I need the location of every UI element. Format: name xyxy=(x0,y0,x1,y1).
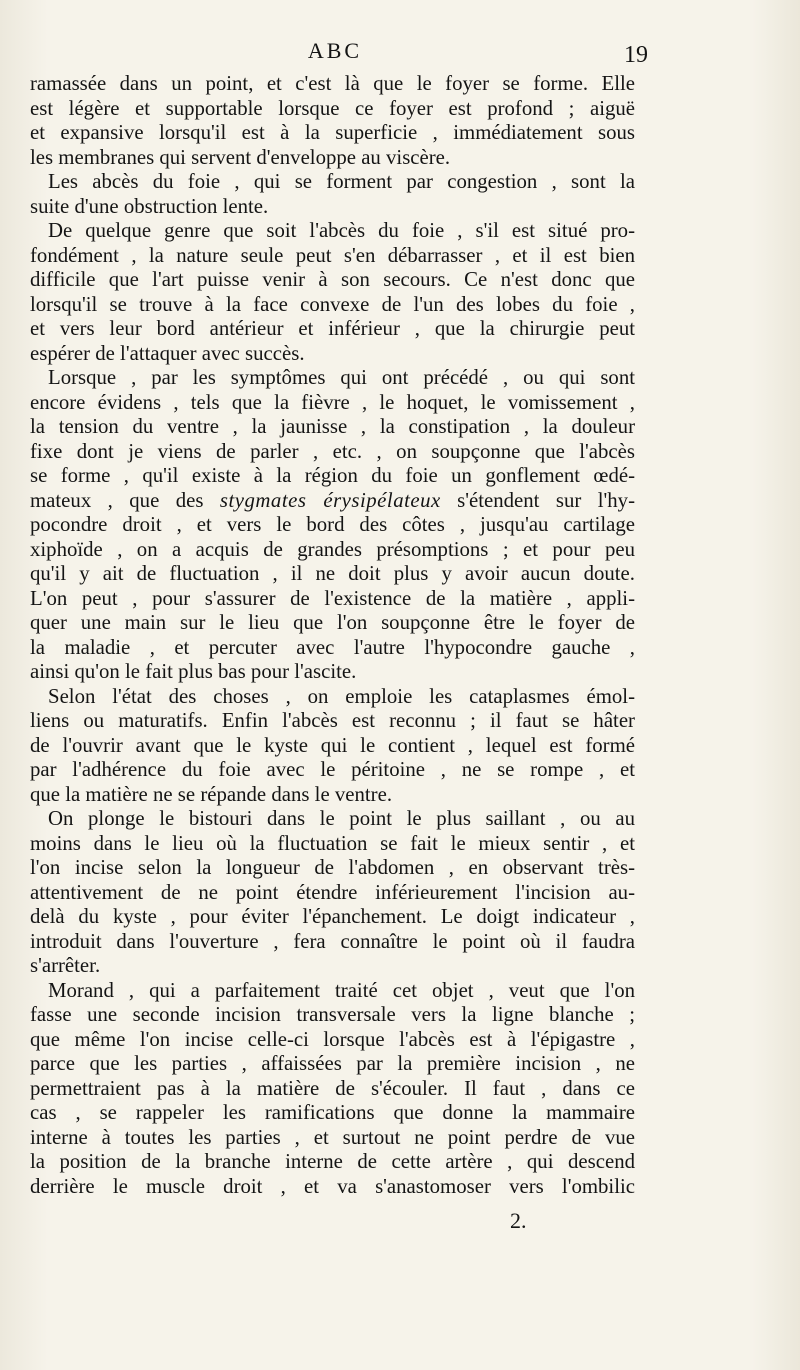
text-line: la tension du ventre , la jaunisse , la constipation , la douleur xyxy=(30,415,635,438)
text-line: par l'adhérence du foie avec le péritoine , ne se rompe , et xyxy=(30,758,635,781)
text-line: encore évidens , tels que la fièvre , le hoquet, le vomissement , xyxy=(30,390,635,414)
text-line: l'on incise selon la longueur de l'abdomen , en observant très- xyxy=(30,856,635,879)
text-fragment: mateux , que des xyxy=(30,488,220,512)
text-line: fixe dont je viens de parler , etc. , on soupçonne que l'abcès xyxy=(30,439,635,463)
text-line: cas , se rappeler les ramifications que donne la mammaire xyxy=(30,1101,635,1124)
text-line: la maladie , et percuter avec l'autre l'hypocondre gauche , xyxy=(30,635,635,659)
text-line: liens ou maturatifs. Enfin l'abcès est reconnu ; il faut se hâter xyxy=(30,709,635,732)
text-line: lorsqu'il se trouve à la face convexe de l'un des lobes du foie , xyxy=(30,292,635,316)
text-line: suite d'une obstruction lente. xyxy=(30,194,269,218)
text-line: fondément , la nature seule peut s'en débarrasser , et il est bien xyxy=(30,243,635,267)
text-line: attentivement de ne point étendre inférieurement l'incision au- xyxy=(30,880,635,904)
text-line: est légère et supportable lorsque ce foyer est profond ; aiguë xyxy=(30,96,635,120)
text-line: fasse une seconde incision transversale vers la ligne blanche ; xyxy=(30,1003,635,1026)
text-line: et vers leur bord antérieur et inférieur , que la chirurgie peut xyxy=(30,317,635,340)
text-line: les membranes qui servent d'enveloppe au viscère. xyxy=(30,145,451,169)
signature-mark: 2. xyxy=(510,1208,527,1233)
text-line: la position de la branche interne de cette artère , qui descend xyxy=(30,1150,635,1173)
text-line: Morand , qui a parfaitement traité cet objet , veut que l'on xyxy=(48,978,635,1002)
text-line: que la matière ne se répande dans le ventre. xyxy=(30,782,393,806)
text-line: se forme , qu'il existe à la région du foie un gonflement œdé- xyxy=(30,464,635,487)
text-line: Selon l'état des choses , on emploie les cataplasmes émol- xyxy=(48,684,635,708)
page-header xyxy=(30,38,648,72)
text-line: que même l'on incise celle-ci lorsque l'abcès est à l'épigastre , xyxy=(30,1027,635,1051)
text-line: derrière le muscle droit , et va s'anastomoser vers l'ombilic xyxy=(30,1174,635,1198)
text-line: interne à toutes les parties , et surtout ne point perdre de vue xyxy=(30,1125,635,1149)
text-fragment: s'étendent sur l'hy- xyxy=(440,488,635,512)
text-line: De quelque genre que soit l'abcès du foie , s'il est situé pro- xyxy=(48,219,635,242)
text-line: espérer de l'attaquer avec succès. xyxy=(30,341,305,365)
text-line: difficile que l'art puisse venir à son secours. Ce n'est donc que xyxy=(30,268,635,291)
italic-term: stygmates érysipélateux xyxy=(219,488,441,512)
text-line: quer une main sur le lieu que l'on soupçonne être le foyer de xyxy=(30,611,635,634)
text-line: On plonge le bistouri dans le point le plus saillant , ou au xyxy=(48,807,635,830)
text-line: Lorsque , par les symptômes qui ont précédé , ou qui sont xyxy=(48,366,635,389)
text-line: introduit dans l'ouverture , fera connaître le point où il faudra xyxy=(30,929,635,953)
running-head: ABC xyxy=(307,38,363,63)
text-line: xiphoïde , on a acquis de grandes présomptions ; et pour peu xyxy=(30,537,635,561)
text-line: L'on peut , pour s'assurer de l'existence de la matière , appli- xyxy=(30,586,635,610)
text-line: qu'il y ait de fluctuation , il ne doit plus y avoir aucun doute. xyxy=(30,562,635,585)
text-line: pocondre droit , et vers le bord des côtes , jusqu'au cartilage xyxy=(30,513,635,536)
page-number: 19 xyxy=(624,42,648,68)
text-line: s'arrêter. xyxy=(30,954,101,977)
text-line: ainsi qu'on le fait plus bas pour l'ascite. xyxy=(30,660,357,683)
text-line: de l'ouvrir avant que le kyste qui le contient , lequel est formé xyxy=(30,733,635,757)
text-line: Les abcès du foie , qui se forment par congestion , sont la xyxy=(48,170,635,193)
text-line: delà du kyste , pour éviter l'épanchement. Le doigt indicateur , xyxy=(30,905,635,928)
text-line: ramassée dans un point, et c'est là que le foyer se forme. Elle xyxy=(30,72,635,95)
body-text xyxy=(30,72,635,1199)
text-line: et expansive lorsqu'il est à la superficie , immédiatement sous xyxy=(30,121,635,144)
text-line: parce que les parties , affaissées par la première incision , ne xyxy=(30,1052,635,1075)
text-line-italic xyxy=(30,489,635,514)
text-line: permettraient pas à la matière de s'écouler. Il faut , dans ce xyxy=(30,1076,635,1100)
text-line: moins dans le lieu où la fluctuation se fait le mieux sentir , et xyxy=(30,831,635,855)
